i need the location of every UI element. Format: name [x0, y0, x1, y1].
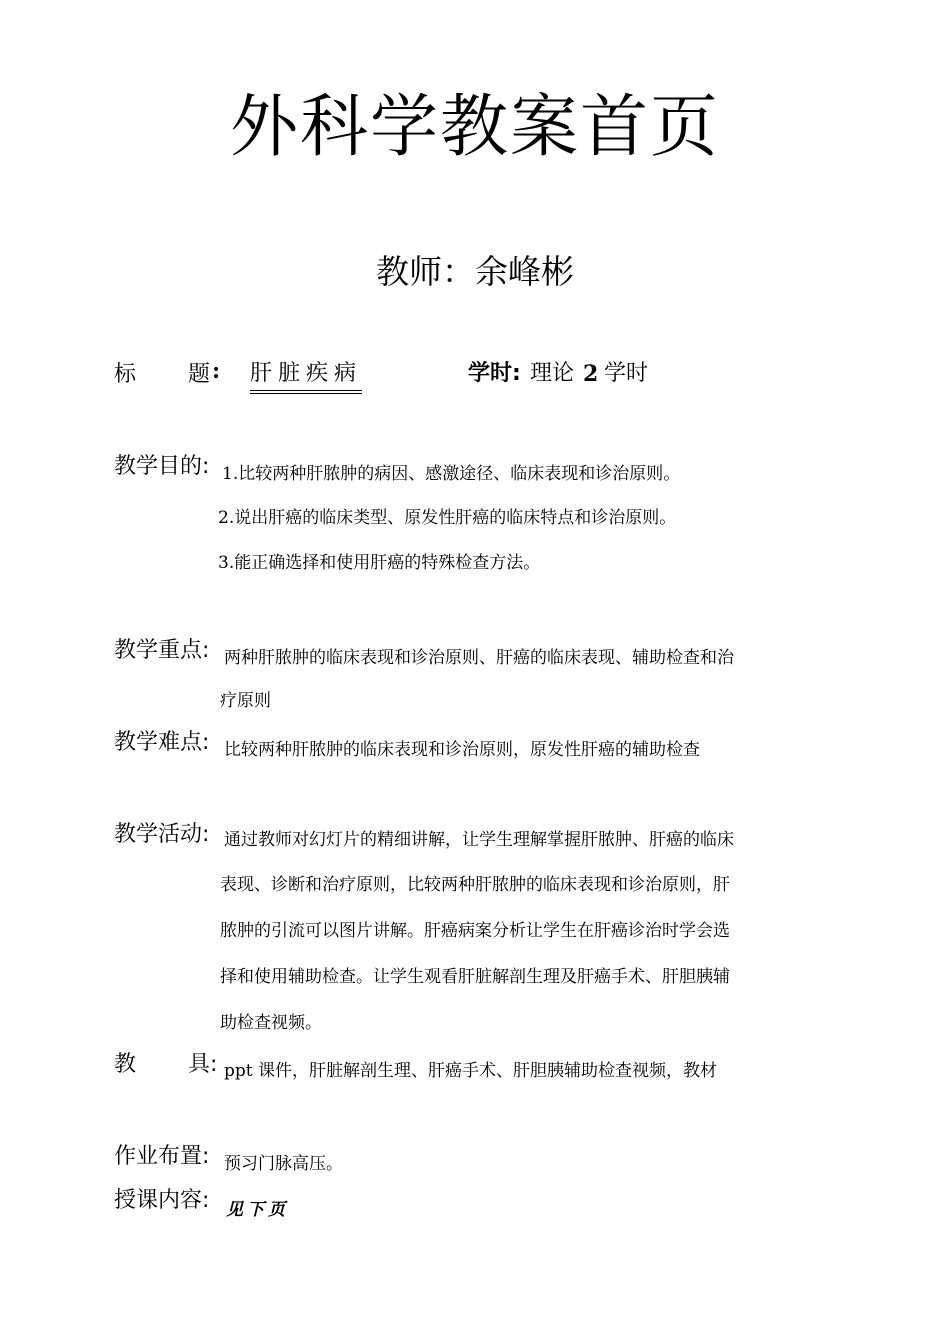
difficult-points-line-1: 比较两种肝脓肿的临床表现和诊治原则，原发性肝癌的辅助检查	[224, 740, 700, 760]
teacher-name: 教师：余峰彬	[376, 252, 574, 291]
objective-line-1: 1.比较两种肝脓肿的病因、感激途径、临床表现和诊治原则。	[222, 464, 681, 484]
topic-value: 肝脏疾病	[250, 360, 362, 394]
objective-line-3: 3.能正确选择和使用肝癌的特殊检查方法。	[218, 553, 541, 573]
hours-value-prefix: 理论	[530, 361, 575, 386]
hours-number: 2	[583, 361, 599, 387]
content-label: 授课内容:	[114, 1188, 210, 1213]
activities-line-1: 通过教师对幻灯片的精细讲解，让学生理解掌握肝脓肿、肝癌的临床	[224, 830, 734, 850]
homework-line-1: 预习门脉高压。	[224, 1154, 343, 1174]
hours-unit: 学时	[604, 361, 649, 386]
key-points-line-2: 疗原则	[220, 691, 271, 711]
homework-label: 作业布置:	[114, 1144, 210, 1169]
activities-line-3: 脓肿的引流可以图片讲解。肝癌病案分析让学生在肝癌诊治时学会选	[220, 921, 730, 941]
key-points-line-1: 两种肝脓肿的临床表现和诊治原则、肝癌的临床表现、辅助检查和治	[224, 648, 734, 668]
activities-line-2: 表现、诊断和治疗原则，比较两种肝脓肿的临床表现和诊治原则，肝	[220, 875, 730, 895]
tools-label-char-1: 教	[114, 1052, 137, 1077]
page-title: 外科学教案首页	[229, 88, 720, 167]
tools-label-char-2: 具:	[188, 1052, 218, 1077]
topic-label-char-1: 标	[114, 362, 137, 387]
activities-label: 教学活动:	[114, 822, 210, 847]
tools-line-1: ppt 课件，肝脏解剖生理、肝癌手术、肝胆胰辅助检查视频，教材	[224, 1061, 717, 1081]
objectives-label: 教学目的:	[114, 454, 210, 479]
key-points-label: 教学重点:	[114, 638, 210, 663]
activities-line-4: 择和使用辅助检查。让学生观看肝脏解剖生理及肝癌手术、肝胆胰辅	[220, 967, 730, 987]
hours-label: 学时:	[468, 361, 521, 386]
content-value: 见下页	[226, 1200, 289, 1220]
difficult-points-label: 教学难点:	[114, 730, 210, 755]
activities-line-5: 助检查视频。	[220, 1013, 322, 1033]
topic-label-colon: :	[212, 358, 221, 384]
topic-label-char-2: 题	[188, 362, 211, 387]
objective-line-2: 2.说出肝癌的临床类型、原发性肝癌的临床特点和诊治原则。	[218, 508, 677, 528]
